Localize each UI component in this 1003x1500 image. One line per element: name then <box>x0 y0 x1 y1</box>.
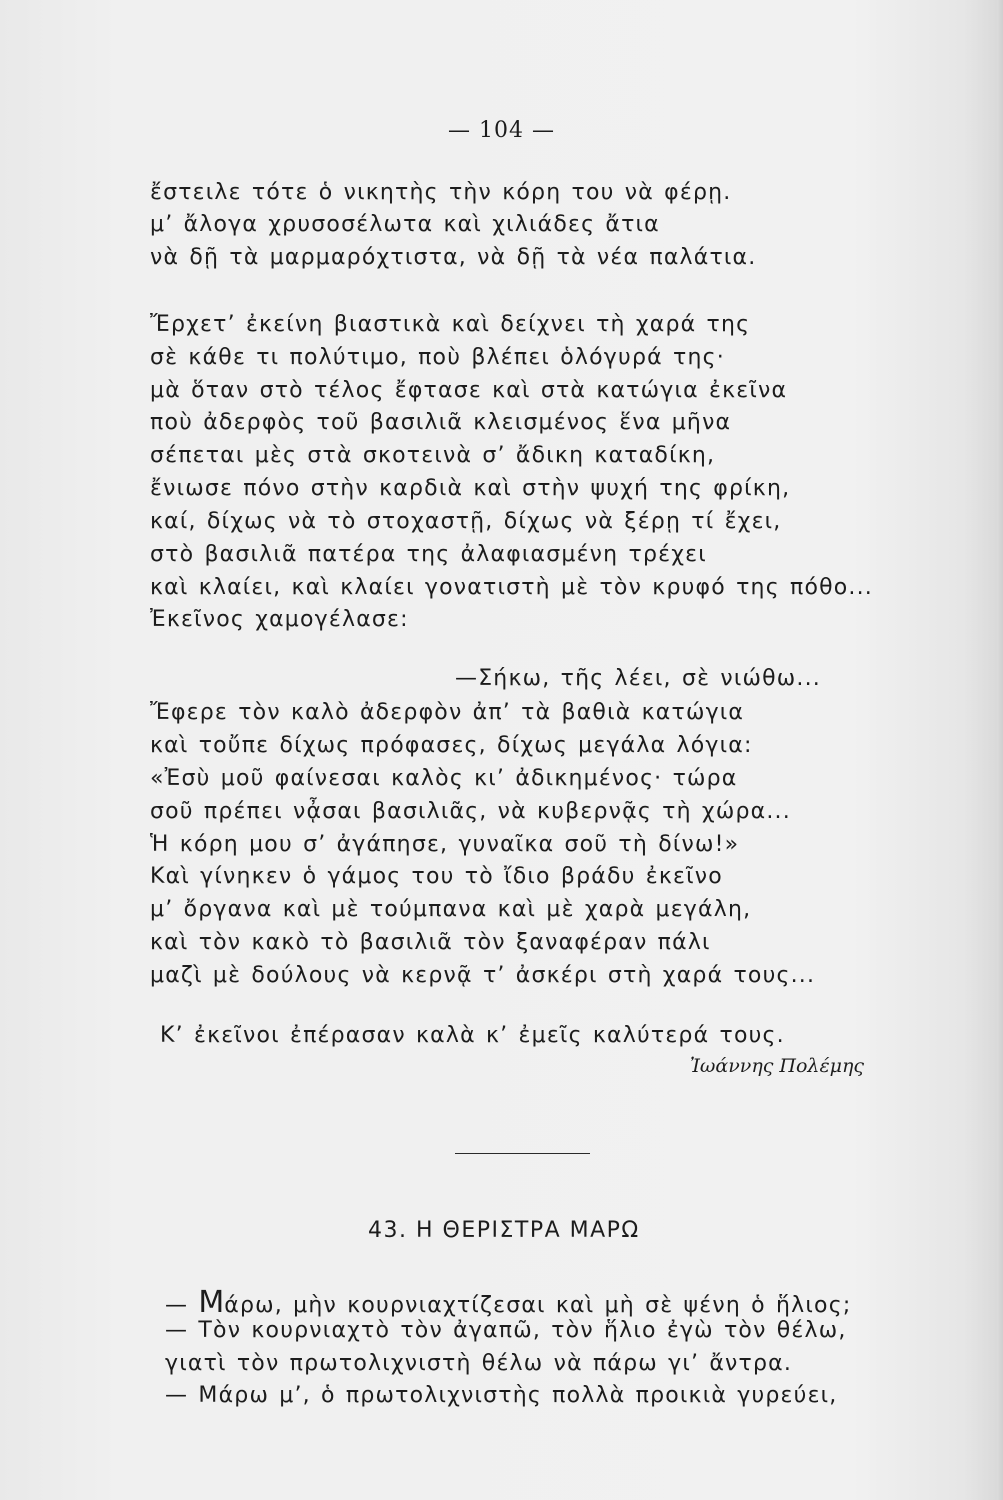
dialogue-dash: — <box>165 1383 199 1408</box>
poem-line: καὶ κλαίει, καὶ κλαίει γονατιστὴ μὲ τὸν κρυφό της πόθο... <box>150 575 874 600</box>
page-number: — 104 — <box>448 118 555 143</box>
dialogue-line <box>165 1351 792 1376</box>
closing-line: Κ’ ἐκεῖνοι ἐπέρασαν καλὰ κ’ ἐμεῖς καλύτερά τους. <box>160 1023 785 1048</box>
poem-line: ποὺ ἀδερφὸς τοῦ βασιλιᾶ κλεισμένος ἕνα μῆνα <box>150 410 732 435</box>
section-divider <box>455 1153 590 1154</box>
poem-line: μ’ ἄλογα χρυσοσέλωτα καὶ χιλιάδες ἄτια <box>150 212 660 237</box>
reply-line: —Σήκω, τῆς λέει, σὲ νιώθω... <box>455 666 821 691</box>
author-signature: Ἰωάννης Πολέμης <box>690 1055 865 1077</box>
poem-line: καὶ τοὔπε δίχως πρόφασες, δίχως μεγάλα λόγια: <box>150 733 753 758</box>
section-title: 43. Η ΘΕΡΙΣΤΡΑ ΜΑΡΩ <box>368 1218 640 1243</box>
poem-line: μ’ ὄργανα καὶ μὲ τούμπανα καὶ μὲ χαρὰ μεγάλη, <box>150 897 752 922</box>
poem-line: στὸ βασιλιᾶ πατέρα της ἀλαφιασμένη τρέχει <box>150 542 707 567</box>
drop-cap: Μ <box>198 1285 225 1320</box>
poem-line: Ἔρχετ’ ἐκείνη βιαστικὰ καὶ δείχνει τὴ χαρά της <box>150 312 751 337</box>
poem-line: Καὶ γίνηκεν ὁ γάμος του τὸ ἴδιο βράδυ ἐκεῖνο <box>150 864 723 889</box>
dialogue-text: Τὸν κουρνιαχτὸ τὸν ἀγαπῶ, τὸν ἥλιο ἐγὼ τὸν θέλω, <box>198 1318 847 1343</box>
poem-line: «Ἐσὺ μοῦ φαίνεσαι καλὸς κι’ ἀδικημένος· τώρα <box>150 766 738 791</box>
poem-line: σὲ κάθε τι πολύτιμο, ποὺ βλέπει ὁλόγυρά της· <box>150 345 725 370</box>
dialogue-dash: — <box>165 1293 199 1318</box>
poem-line: Ἔφερε τὸν καλὸ ἀδερφὸν ἀπ’ τὰ βαθιὰ κατώγια <box>150 700 745 725</box>
dialogue-line <box>165 1285 851 1320</box>
poem-line: Ἡ κόρη μου σ’ ἀγάπησε, γυναῖκα σοῦ τὴ δίνω!» <box>150 832 740 857</box>
poem-line: μαζὶ μὲ δούλους νὰ κερνᾷ τ’ ἀσκέρι στὴ χαρά τους... <box>150 963 816 988</box>
poem-line: σοῦ πρέπει νᾆσαι βασιλιᾶς, νὰ κυβερνᾷς τὴ χώρα... <box>150 799 791 824</box>
page-edge <box>997 0 1003 1500</box>
poem-line: ἔστειλε τότε ὁ νικητὴς τὴν κόρη του νὰ φέρῃ. <box>150 180 732 205</box>
dialogue-text: γιατὶ τὸν πρωτολιχνιστὴ θέλω νὰ πάρω γι’ ἄντρα. <box>165 1351 793 1376</box>
dialogue-line <box>165 1318 847 1343</box>
dialogue-dash: — <box>165 1318 199 1343</box>
dialogue-text: άρω, μὴν κουρνιαχτίζεσαι καὶ μὴ σὲ ψένη ὁ ἥλιος; <box>224 1293 852 1318</box>
dialogue-text: Μάρω μ’, ὁ πρωτολιχνιστὴς πολλὰ προικιὰ γυρεύει, <box>198 1383 838 1408</box>
poem-line: Ἐκεῖνος χαμογέλασε: <box>150 607 409 632</box>
poem-line: σέπεται μὲς στὰ σκοτεινὰ σ’ ἄδικη καταδίκη, <box>150 443 716 468</box>
poem-line: ἔνιωσε πόνο στὴν καρδιὰ καὶ στὴν ψυχή της φρίκη, <box>150 476 791 501</box>
poem-line: καί, δίχως νὰ τὸ στοχαστῇ, δίχως νὰ ξέρῃ τί ἔχει, <box>150 509 782 534</box>
poem-line: μὰ ὅταν στὸ τέλος ἔφτασε καὶ στὰ κατώγια ἐκεῖνα <box>150 378 788 403</box>
poem-line: καὶ τὸν κακὸ τὸ βασιλιᾶ τὸν ξαναφέραν πάλι <box>150 930 711 955</box>
poem-line: νὰ δῇ τὰ μαρμαρόχτιστα, νὰ δῇ τὰ νέα παλάτια. <box>150 245 757 270</box>
dialogue-line <box>165 1383 838 1408</box>
